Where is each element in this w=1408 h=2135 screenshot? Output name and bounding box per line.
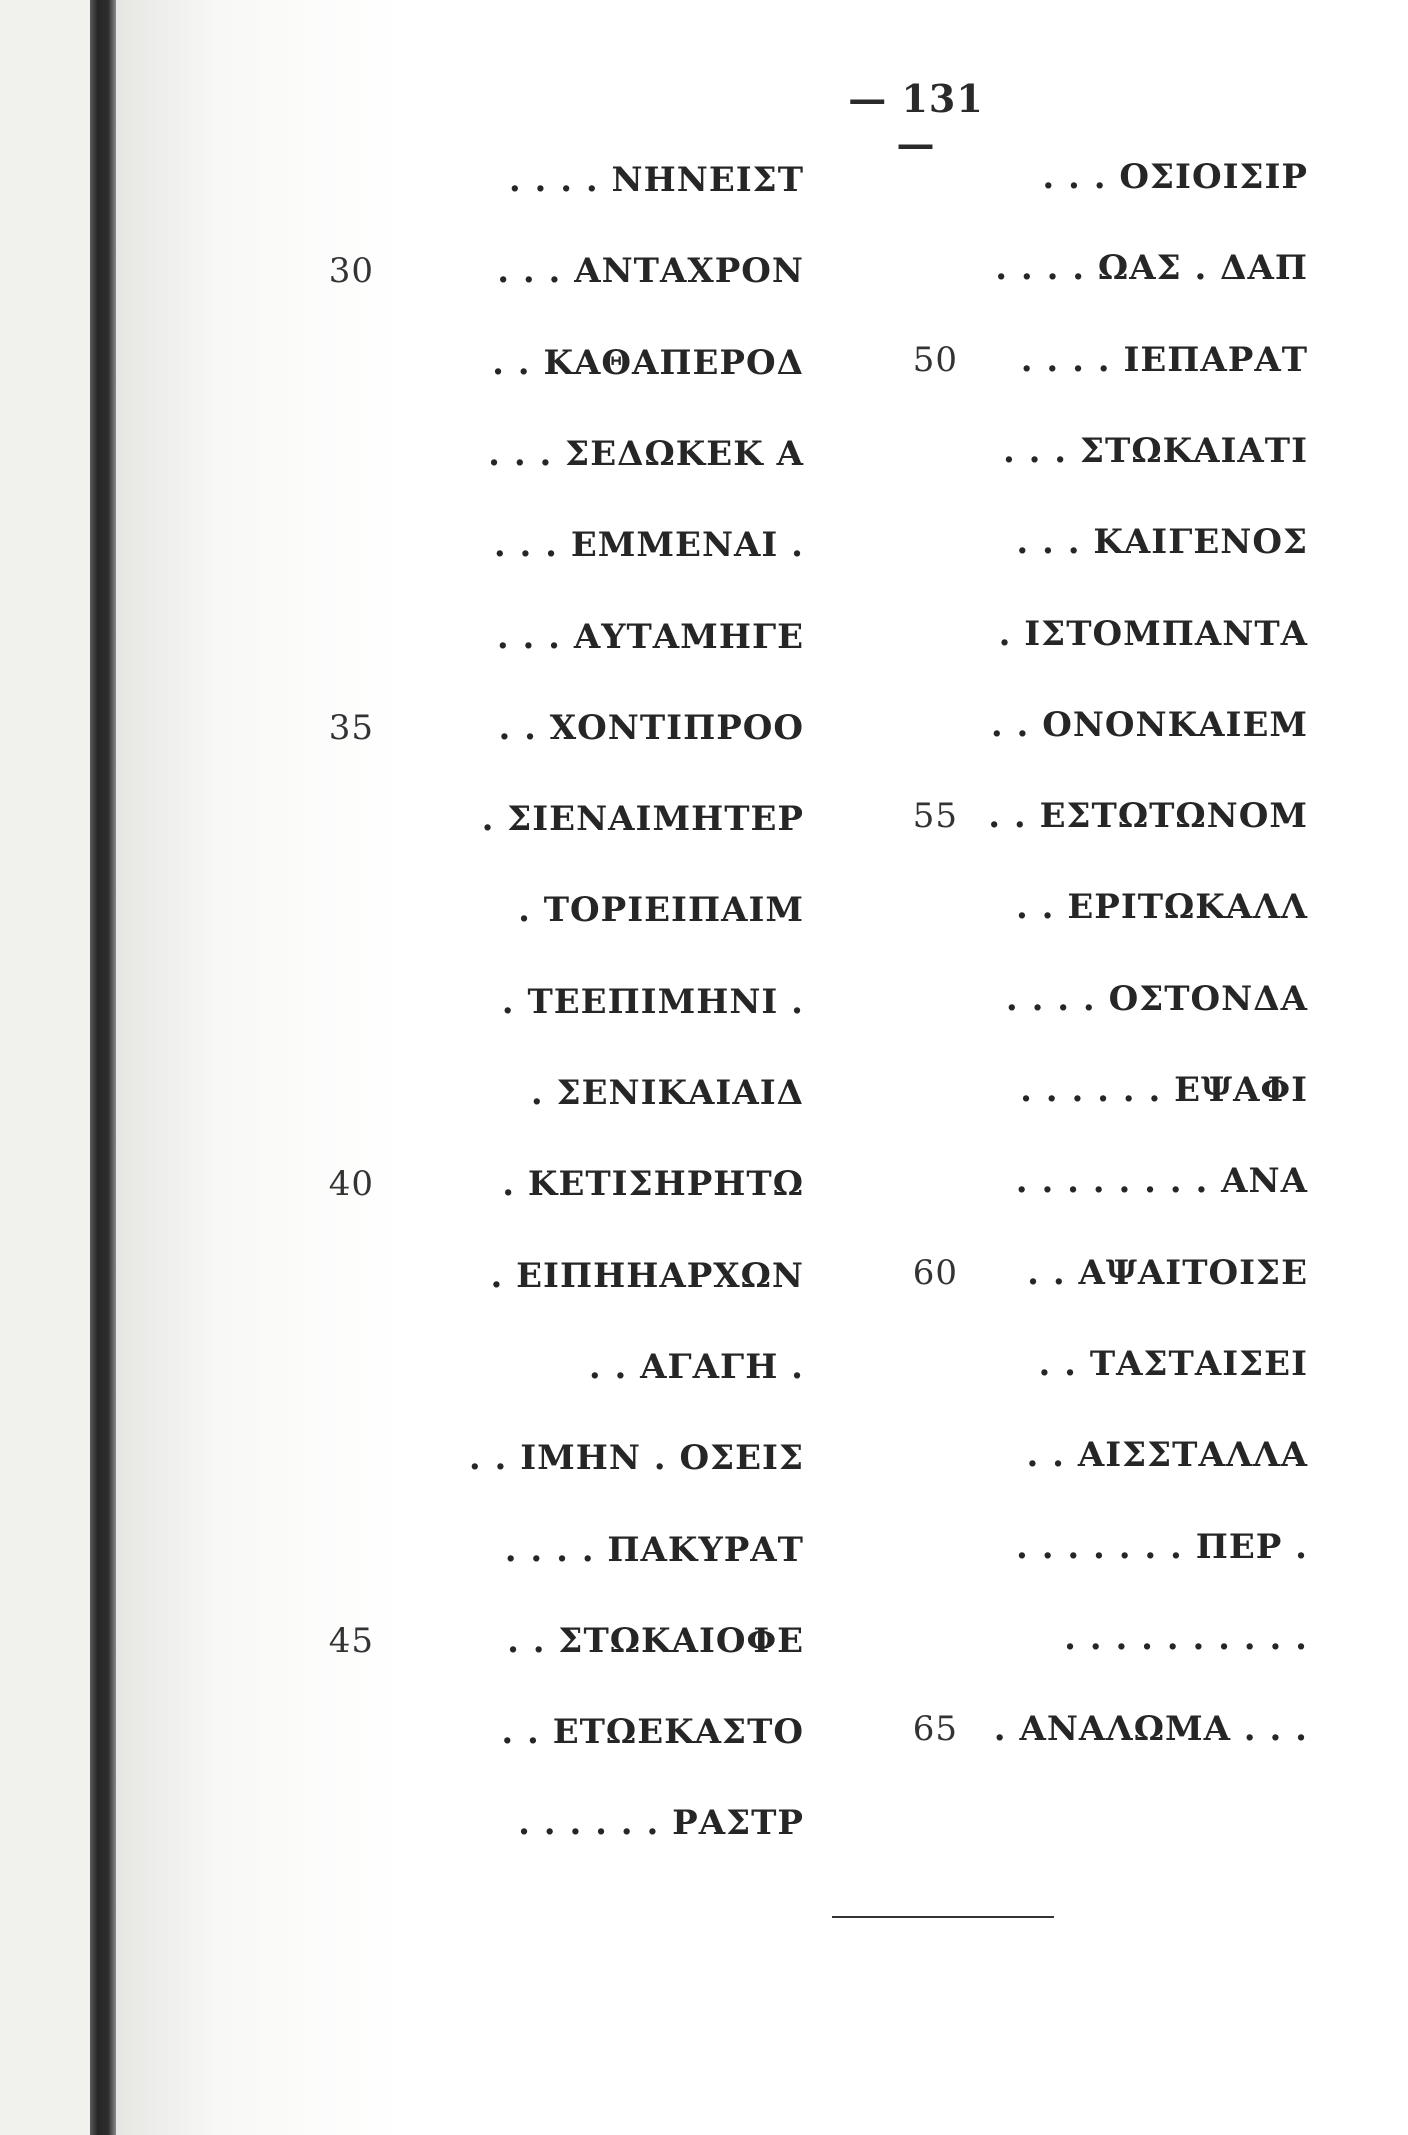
inscription-line: [912, 1709, 1336, 1761]
inscription-line: [406, 1073, 826, 1125]
line-text: . ΕΙΠΗΗΑΡΧΩΝ: [490, 1255, 804, 1296]
inscription-line: [916, 1344, 1336, 1396]
line-text: . ΤΕΕΠΙΜΗΝΙ .: [501, 981, 804, 1022]
inscription-line: [916, 705, 1336, 757]
line-text: . ΑΝΑΛΩΜΑ . . .: [993, 1709, 1308, 1750]
inscription-line: [916, 979, 1336, 1031]
line-text: . . ΚΑΘΑΠΕΡΟΔ: [492, 342, 804, 383]
line-text: . . . ΟΣΙΟΙΣΙΡ: [1042, 157, 1308, 197]
inscription-line: [916, 522, 1336, 574]
line-text: . . . . . . . . . .: [1064, 1617, 1308, 1658]
inscription-line: [406, 1438, 826, 1490]
line-number: 65: [912, 1709, 958, 1750]
line-text: . ΣΕΝΙΚΑΙΑΙΔ: [530, 1073, 804, 1113]
inscription-line: [328, 1164, 826, 1216]
line-number: 40: [328, 1164, 374, 1205]
inscription-line: [916, 614, 1336, 666]
line-text: . . ΣΤΩΚΑΙΟΦΕ: [507, 1620, 804, 1661]
line-text: . . . . ΠΑΚΥΡΑΤ: [504, 1529, 804, 1570]
inscription-line: [406, 617, 826, 669]
line-text: . . ΧΟΝΤΙΠΡΟΟ: [498, 707, 804, 748]
inscription-line: [912, 339, 1336, 392]
end-rule: [832, 1916, 1054, 1918]
line-text: . . . ΑΝΤΑΧΡΟΝ: [497, 251, 804, 292]
line-text: . . . ΣΕΔΩΚΕΚ Α: [488, 433, 804, 474]
line-text: . . . . . . . ΠΕΡ .: [1016, 1526, 1308, 1567]
inscription-line: [406, 343, 826, 395]
line-text: . . ΑΙΣΣΤΑΛΛΑ: [1026, 1435, 1308, 1476]
line-number: 60: [912, 1252, 958, 1293]
line-number: 30: [328, 251, 374, 292]
line-text: . . . . . . ΕΨΑΦΙ: [1020, 1070, 1308, 1110]
inscription-line: [916, 248, 1336, 300]
inscription-line: [916, 1070, 1336, 1122]
line-text: . ΤΟΡΙΕΙΠΑΙΜ: [518, 890, 804, 931]
inscription-line: [406, 890, 826, 942]
line-text: . . ΙΜΗΝ . ΟΣΕΙΣ: [468, 1438, 804, 1479]
inscription-line: [916, 1435, 1336, 1487]
line-text: . . . . ΩΑΣ . ΔΑΠ: [995, 248, 1308, 289]
line-text: . . ΕΤΩΕΚΑΣΤΟ: [501, 1712, 804, 1753]
line-text: . . ΑΓΑΓΗ .: [588, 1346, 804, 1387]
inscription-line: [912, 1252, 1336, 1305]
line-text: . . . ΕΜΜΕΝΑΙ .: [493, 525, 804, 566]
line-text: . . . ΣΤΩΚΑΙΑΤΙ: [1002, 430, 1308, 471]
line-text: . . . . . . . . ΑΝΑ: [1015, 1161, 1308, 1202]
line-text: . ΙΣΤΟΜΠΑΝΤΑ: [998, 613, 1308, 654]
line-text: . . . . ΙΕΠΑΡΑΤ: [1020, 339, 1308, 380]
inscription-line: [916, 887, 1336, 939]
line-text: . ΚΕΤΙΣΗΡΗΤΩ: [502, 1164, 804, 1205]
inscription-line: [406, 799, 826, 851]
inscription-line: [328, 251, 826, 303]
line-text: . . . ΚΑΙΓΕΝΟΣ: [1016, 522, 1308, 563]
inscription-line: [912, 796, 1336, 848]
inscription-line: [916, 1527, 1336, 1579]
inscription-line: [406, 160, 826, 212]
line-number: 55: [912, 796, 958, 837]
book-page: [116, 0, 1408, 2135]
inscription-line: [406, 1803, 826, 1855]
line-text: . . . . ΟΣΤΟΝΔΑ: [1005, 978, 1308, 1019]
line-text: . . ΕΣΤΩΤΩΝΟΜ: [988, 796, 1308, 837]
inscription-line: [406, 982, 826, 1034]
line-number: 45: [328, 1620, 374, 1661]
inscription-line: [406, 525, 826, 577]
inscription-line: [406, 1530, 826, 1582]
inscription-line: [328, 707, 826, 760]
line-text: . . ΟΝΟΝΚΑΙΕΜ: [990, 704, 1308, 745]
inscription-line: [916, 1618, 1336, 1670]
line-text: . ΣΙΕΝΑΙΜΗΤΕΡ: [481, 799, 804, 840]
inscription-line: [916, 431, 1336, 483]
line-text: . . ΕΡΙΤΩΚΑΛΛ: [1016, 887, 1308, 928]
page-number: — 131 —: [848, 76, 984, 166]
inscription-line: [406, 434, 826, 486]
inscription-line: [916, 1161, 1336, 1213]
book-binding-shadow: [90, 0, 116, 2135]
line-text: . . . . . . ΡΑΣΤΡ: [518, 1803, 804, 1844]
inscription-line: [406, 1712, 826, 1764]
inscription-line: [406, 1347, 826, 1399]
line-number: 35: [328, 707, 374, 748]
facing-page-margin: [0, 0, 92, 2135]
inscription-line: [916, 157, 1336, 209]
inscription-line: [406, 1256, 826, 1308]
line-text: . . ΑΨΑΙΤΟΙΣΕ: [1027, 1252, 1308, 1293]
line-text: . . . . ΝΗΝΕΙΣΤ: [508, 160, 804, 200]
line-text: . . . ΑΥΤΑΜΗΓΕ: [496, 616, 804, 657]
inscription-line: [328, 1620, 826, 1673]
line-number: 50: [912, 339, 958, 380]
line-text: . . ΤΑΣΤΑΙΣΕΙ: [1038, 1343, 1308, 1384]
